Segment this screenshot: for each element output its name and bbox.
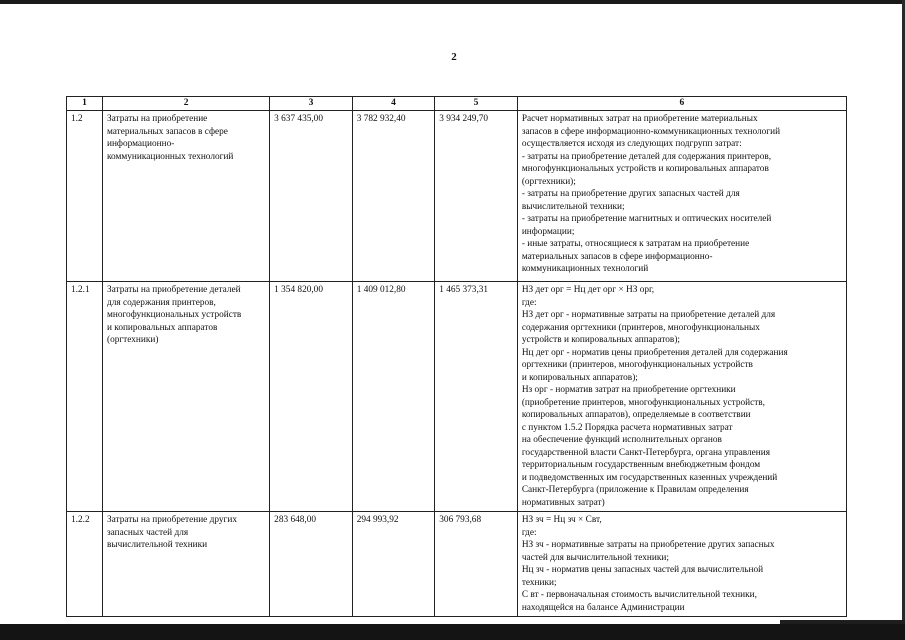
row-desc-line: Расчет нормативных затрат на приобретение материальных [521, 114, 758, 124]
row-desc-line: оргтехники (принтеров, многофункциональных устройств [521, 360, 753, 370]
row-name-line: Затраты на приобретение деталей [106, 285, 241, 295]
row-value-col4: 1 409 012,80 [352, 282, 435, 512]
row-number: 1.2 [67, 111, 103, 282]
row-desc-line: НЗ дет орг - нормативные затраты на приобретение деталей для [521, 310, 776, 320]
row-value-col3: 283 648,00 [270, 512, 353, 617]
header-col-1: 1 [67, 97, 103, 111]
header-col-3: 3 [270, 97, 353, 111]
table-row [67, 282, 847, 512]
row-desc-line: государственной власти Санкт-Петербурга, органа управления [521, 447, 771, 458]
row-desc-line: - затраты на приобретение деталей для содержания принтеров, [521, 151, 772, 162]
header-col-5: 5 [435, 97, 518, 111]
table-header-row [67, 97, 847, 111]
row-desc-line: и копировальных аппаратов); [521, 372, 638, 383]
row-desc-line: Нз орг - норматив затрат на приобретение оргтехники [521, 385, 736, 395]
row-name-line: и копировальных аппаратов [106, 322, 218, 333]
row-desc-line: Санкт-Петербурга (приложение к Правилам определения [521, 485, 749, 495]
row-desc-line: территориальным государственным внебюджетным фондом [521, 460, 761, 470]
row-desc-line: НЗ зч - нормативные затраты на приобретение других запасных [521, 540, 775, 550]
row-desc-line: содержания оргтехники (принтеров, многофункциональных [521, 322, 760, 333]
row-desc-line: - иные затраты, относящиеся к затратам на приобретение [521, 239, 750, 249]
row-value-col5: 3 934 249,70 [435, 111, 518, 282]
row-name-line: (оргтехники) [106, 335, 159, 345]
header-col-4: 4 [352, 97, 435, 111]
row-desc-line: и подведомственных им государственных казенных учреждений [521, 472, 778, 483]
row-desc-line: нормативных затрат) [521, 497, 605, 508]
row-number: 1.2.2 [67, 512, 103, 617]
row-name [102, 282, 269, 512]
row-desc-line: находящейся на балансе Администрации [521, 602, 685, 613]
row-desc-line: многофункциональных устройств и копировальных аппаратов [521, 164, 769, 174]
row-description [517, 282, 846, 512]
header-col-6: 6 [517, 97, 846, 111]
row-name-line: информационно- [106, 139, 175, 149]
row-desc-line: информации; [521, 226, 575, 237]
row-name [102, 111, 269, 282]
row-desc-line: коммуникационных технологий [521, 264, 649, 274]
row-name [102, 512, 269, 617]
scan-edge-top [0, 0, 905, 4]
row-desc-line: НЗ зч = Нц зч × Свт, [521, 515, 602, 525]
row-desc-line: на обеспечение функций исполнительных органов [521, 435, 722, 445]
header-col-2: 2 [102, 97, 269, 111]
row-value-col3: 3 637 435,00 [270, 111, 353, 282]
row-desc-line: техники; [521, 577, 557, 588]
row-value-col4: 3 782 932,40 [352, 111, 435, 282]
row-desc-line: копировальных аппаратов), определяемые в соответствии [521, 410, 751, 420]
row-name-line: многофункциональных устройств [106, 310, 242, 320]
row-desc-line: осуществляется исходя из следующих подгрупп затрат: [521, 139, 742, 149]
row-desc-line: где: [521, 297, 537, 308]
row-desc-line: с пунктом 1.5.2 Порядка расчета нормативных затрат [521, 422, 733, 433]
row-name-line: материальных запасов в сфере [106, 126, 228, 137]
row-description [517, 111, 846, 282]
row-number: 1.2.1 [67, 282, 103, 512]
scan-edge-bottom [0, 624, 905, 640]
row-name-line: Затраты на приобретение других [106, 515, 237, 525]
row-name-line: запасных частей для [106, 527, 189, 538]
row-desc-line: С вт - первоначальная стоимость вычислительной техники, [521, 590, 757, 600]
row-desc-line: запасов в сфере информационно-коммуникационных технологий [521, 126, 781, 137]
row-desc-line: НЗ дет орг = Нц дет орг × НЗ орг, [521, 285, 655, 295]
row-value-col4: 294 993,92 [352, 512, 435, 617]
row-desc-line: - затраты на приобретение других запасных частей для [521, 189, 740, 199]
cost-table [66, 96, 847, 617]
row-desc-line: частей для вычислительной техники; [521, 552, 669, 563]
row-value-col3: 1 354 820,00 [270, 282, 353, 512]
row-desc-line: Нц дет орг - норматив цены приобретения деталей для содержания [521, 347, 788, 358]
row-desc-line: - затраты на приобретение магнитных и оптических носителей [521, 214, 772, 224]
row-desc-line: вычислительной техники; [521, 201, 625, 212]
table-row [67, 512, 847, 617]
row-name-line: для содержания принтеров, [106, 297, 216, 308]
row-description [517, 512, 846, 617]
row-desc-line: устройств и копировальных аппаратов); [521, 335, 680, 345]
row-desc-line: (оргтехники); [521, 176, 576, 187]
row-value-col5: 1 465 373,31 [435, 282, 518, 512]
row-name-line: вычислительной техники [106, 540, 208, 550]
row-desc-line: где: [521, 527, 537, 538]
table-row [67, 111, 847, 282]
row-name-line: коммуникационных технологий [106, 151, 234, 162]
row-name-line: Затраты на приобретение [106, 114, 208, 124]
row-value-col5: 306 793,68 [435, 512, 518, 617]
row-desc-line: материальных запасов в сфере информационно- [521, 251, 713, 262]
row-desc-line: (приобретение принтеров, многофункциональных устройств, [521, 397, 766, 408]
page-number: 2 [451, 51, 457, 63]
row-desc-line: Нц зч - норматив цены запасных частей для вычислительной [521, 565, 764, 575]
